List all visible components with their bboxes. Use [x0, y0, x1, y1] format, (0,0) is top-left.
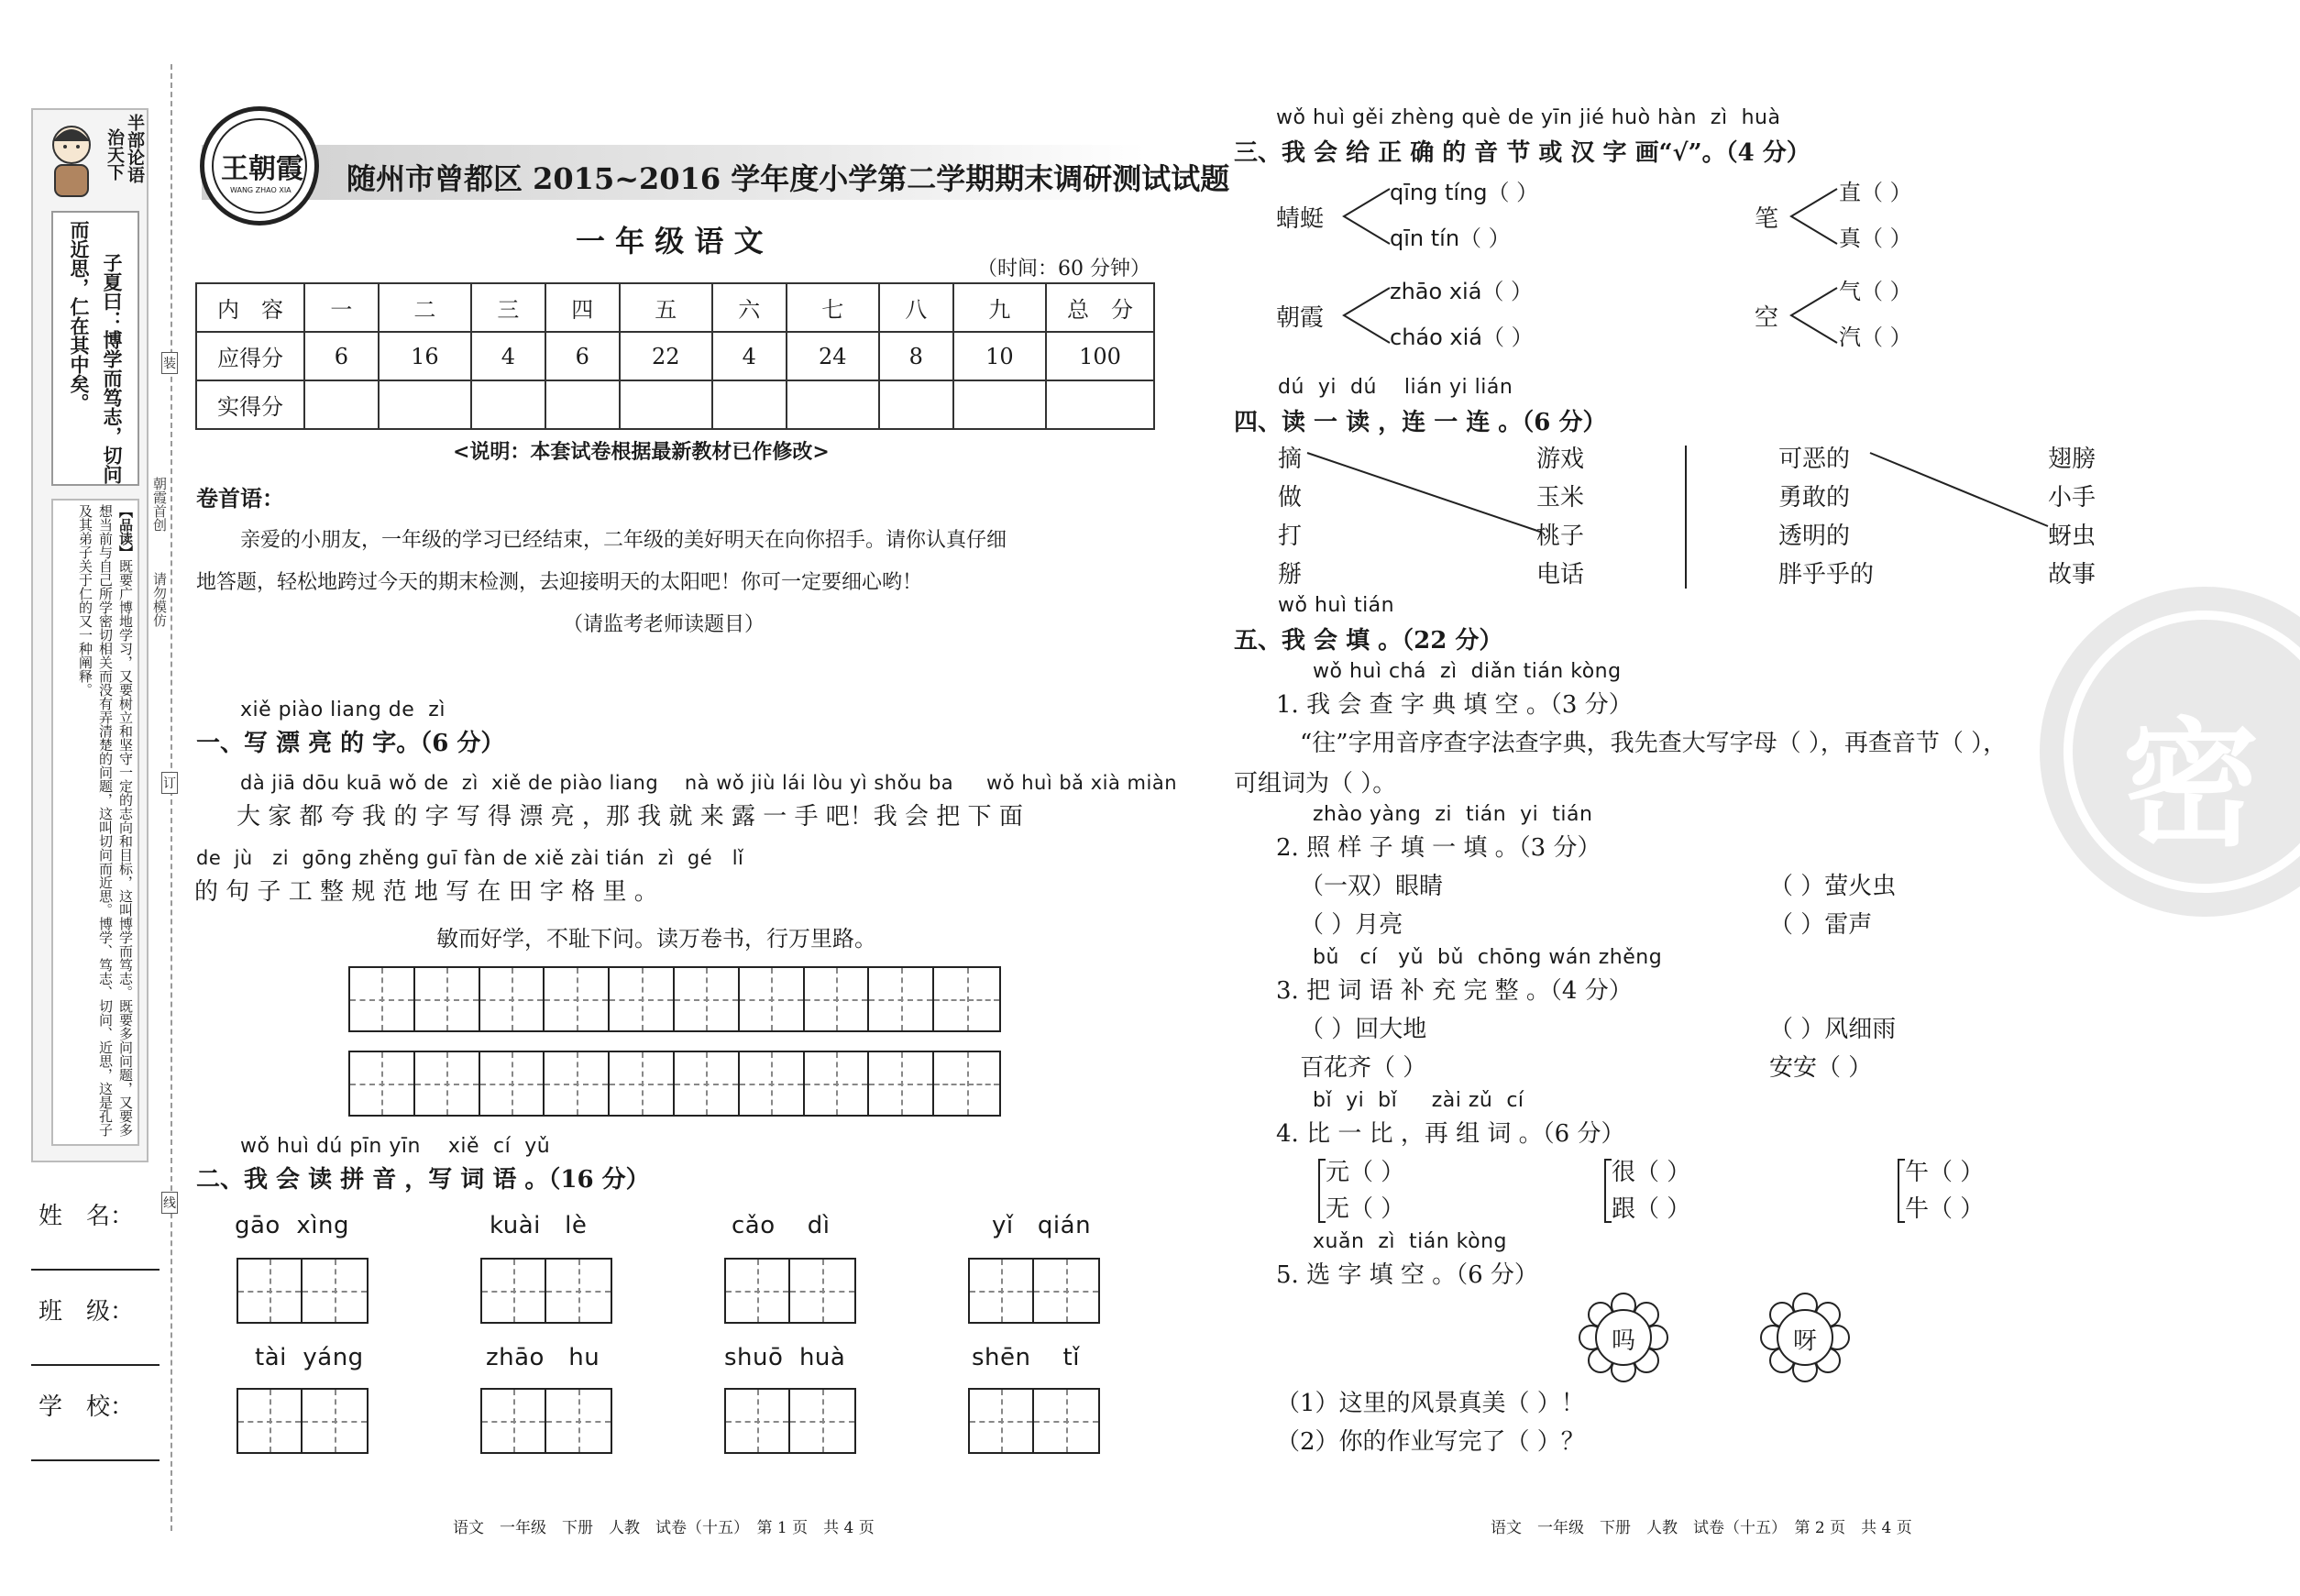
- s3-fork: [1340, 286, 1392, 345]
- s2-item-pinyin: yǐ qián: [992, 1212, 1092, 1239]
- name-field-line[interactable]: [31, 1269, 160, 1271]
- s3-word-kong: 空: [1755, 304, 1779, 332]
- s3-option[interactable]: 直（ ）: [1839, 180, 1912, 205]
- score-input-cell[interactable]: [471, 380, 545, 429]
- s2-item-pinyin: shēn tǐ: [972, 1344, 1080, 1371]
- grid-cell[interactable]: [480, 1052, 545, 1115]
- sidebar-logo-small2: 治天下: [105, 128, 125, 181]
- s5-q3-blank[interactable]: （ ）回大地: [1300, 1016, 1427, 1043]
- s3-fork: [1788, 187, 1839, 246]
- s2-answer-grid[interactable]: [480, 1388, 612, 1454]
- s4-right-adj: 勇敢的: [1778, 484, 1851, 512]
- s2-answer-grid[interactable]: [237, 1388, 369, 1454]
- s5-q2-pinyin: zhào yàng zi tián yi tián: [1313, 803, 1593, 826]
- s5-q1-title: 1. 我 会 查 字 典 填 空 。（3 分）: [1276, 691, 1633, 719]
- s4-right-noun: 蚜虫: [2048, 523, 2096, 550]
- s2-answer-grid[interactable]: [237, 1258, 369, 1324]
- flower-label: 吗: [1612, 1327, 1636, 1355]
- score-input-cell[interactable]: [620, 380, 712, 429]
- s5-q4-pinyin: bǐ yi bǐ zài zǔ cí: [1313, 1089, 1524, 1112]
- brand-logo-text: 王朝霞: [221, 153, 303, 185]
- s4-right-noun: 故事: [2048, 561, 2096, 589]
- s5-q3-blank[interactable]: 安安（ ）: [1769, 1054, 1873, 1082]
- s5-q2-blank[interactable]: （ ）萤火虫: [1769, 873, 1897, 900]
- quote-col1: 子夏曰：博学而笃志，切问: [101, 253, 124, 484]
- grid-cell[interactable]: [740, 1052, 805, 1115]
- flower-option-ma[interactable]: [1579, 1293, 1668, 1382]
- score-input-cell[interactable]: [1046, 380, 1154, 429]
- s2-answer-grid[interactable]: [724, 1258, 856, 1324]
- table-cell: 八: [879, 283, 953, 332]
- score-input-cell[interactable]: [304, 380, 379, 429]
- table-cell: 实得分: [196, 380, 304, 429]
- s1-py1: dà jiā dōu kuā wǒ de zì xiě de piào liang nà wǒ jiù lái lòu yì shǒu ba wǒ huì bǎ xià miàn: [240, 772, 1178, 794]
- table-row: [196, 332, 1154, 380]
- s5-q4-blank[interactable]: 无（ ）: [1326, 1195, 1405, 1223]
- pindu-body: 既要广博地学习，又要树立和坚守一定的志向和目标，这叫博学而笃志。既要多问问题，又要多想当前与自己所学密切相关而没有弄清楚的问题，这叫切问而近思。博学、笃志、切问、近思，这是孔子及其弟子关于仁的又一种阐释。: [77, 504, 134, 1137]
- grid-cell[interactable]: [675, 968, 740, 1030]
- intro-line2: 地答题，轻松地跨过今天的期末检测，去迎接明天的太阳吧！你可一定要细心哟！: [196, 571, 923, 594]
- grid-cell[interactable]: [805, 968, 870, 1030]
- s2-pinyin: wǒ huì dú pīn yīn xiě cí yǔ: [240, 1135, 551, 1158]
- s3-option[interactable]: 气（ ）: [1839, 279, 1912, 304]
- s1-text1: 大 家 都 夸 我 的 字 写 得 漂 亮 ，那 我 就 来 露 一 手 吧！我 会 把 下 面: [237, 803, 1023, 831]
- s3-option[interactable]: cháo xiá（ ）: [1390, 325, 1534, 350]
- s4-left-noun: 玉米: [1536, 484, 1585, 512]
- grid-cell[interactable]: [415, 1052, 480, 1115]
- s5-q4-blank[interactable]: 午（ ）: [1905, 1159, 1985, 1186]
- exam-title: 随州市曾都区 2015~2016 学年度小学第二学期期末调研测试试题: [347, 161, 1230, 196]
- s5-q4-brace: [1898, 1159, 1905, 1223]
- s3-option[interactable]: qīn tín（ ）: [1390, 226, 1511, 251]
- flower-option-ya[interactable]: [1760, 1293, 1850, 1382]
- s3-option[interactable]: 汽（ ）: [1839, 325, 1912, 350]
- table-cell: 五: [620, 283, 712, 332]
- table-cell: 100: [1046, 332, 1154, 380]
- binding-line: [171, 64, 172, 1531]
- copyright-2: 请勿模仿: [151, 572, 168, 627]
- s1-sentence: 敏而好学，不耻下问。读万卷书，行万里路。: [436, 926, 876, 952]
- table-cell: 6: [304, 332, 379, 380]
- exam-subtitle: 一 年 级 语 文: [576, 224, 764, 259]
- school-label: 学 校：: [39, 1393, 135, 1421]
- s1-pinyin: xiě piào liang de zì: [240, 699, 446, 721]
- writing-grid-1[interactable]: [348, 966, 1001, 1032]
- seal-mark-2: 订: [161, 772, 178, 794]
- s4-title: 四、读 一 读 ，连 一 连 。（6 分）: [1234, 409, 1607, 436]
- s2-item-pinyin: gāo xìng: [235, 1212, 349, 1239]
- s3-fork: [1340, 187, 1392, 246]
- table-cell: 6: [545, 332, 620, 380]
- footer-right: 语文 一年级 下册 人教 试卷（十五） 第 2 页 共 4 页: [1491, 1519, 1912, 1537]
- s5-q5-title: 5. 选 字 填 空 。（6 分）: [1276, 1261, 1538, 1289]
- brand-logo: [200, 106, 319, 226]
- grid-cell[interactable]: [545, 968, 610, 1030]
- s4-right-noun: 小手: [2048, 484, 2096, 512]
- grid-cell[interactable]: [610, 968, 675, 1030]
- s4-right-adj: 透明的: [1778, 523, 1851, 550]
- table-cell: 二: [379, 283, 471, 332]
- s2-item-pinyin: kuài lè: [490, 1212, 588, 1239]
- s1-py2: de jù zi gōng zhěng guī fàn de xiě zài tián zì gé lǐ: [196, 847, 744, 869]
- s4-left-verb: 掰: [1278, 561, 1303, 589]
- score-input-cell[interactable]: [953, 380, 1046, 429]
- s4-left-verb: 打: [1278, 523, 1303, 550]
- s4-left-verb: 摘: [1278, 446, 1303, 473]
- s2-item-pinyin: zhāo hu: [486, 1344, 600, 1371]
- s5-q3-pinyin: bǔ cí yǔ bǔ chōng wán zhěng: [1313, 946, 1663, 969]
- s1-title: 一、写 漂 亮 的 字。（6 分）: [196, 730, 505, 757]
- grid-cell[interactable]: [805, 1052, 870, 1115]
- s5-q4-blank[interactable]: 牛（ ）: [1905, 1195, 1985, 1223]
- s3-option[interactable]: zhāo xiá（ ）: [1390, 279, 1534, 304]
- seal-mark-3: 线: [161, 1192, 178, 1214]
- flower-label: 呀: [1793, 1327, 1818, 1355]
- name-label: 姓 名：: [39, 1203, 135, 1230]
- s2-answer-grid[interactable]: [968, 1258, 1100, 1324]
- s5-title: 五、我 会 填 。（22 分）: [1234, 627, 1503, 655]
- grid-cell[interactable]: [480, 968, 545, 1030]
- sidebar-logo-small: 半部论语: [125, 114, 145, 183]
- s3-title: 三、我 会 给 正 确 的 音 节 或 汉 字 画“√”。（4 分）: [1234, 139, 1810, 167]
- s4-left-noun: 桃子: [1536, 523, 1585, 550]
- s3-pinyin: wǒ huì gěi zhèng què de yīn jié huò hàn zì huà: [1276, 106, 1781, 129]
- score-input-cell[interactable]: [545, 380, 620, 429]
- grid-cell[interactable]: [869, 968, 934, 1030]
- sidebar-cartoon: [37, 117, 108, 202]
- table-cell: 一: [304, 283, 379, 332]
- s2-item-pinyin: cǎo dì: [732, 1212, 831, 1239]
- s2-item-pinyin: shuō huà: [724, 1344, 846, 1371]
- grid-cell[interactable]: [350, 1052, 415, 1115]
- table-cell: 8: [879, 332, 953, 380]
- quote-col2: 而近思，仁在其中矣。: [68, 220, 91, 413]
- s3-option[interactable]: qīng tíng（ ）: [1390, 180, 1539, 205]
- table-cell: 22: [620, 332, 712, 380]
- score-input-cell[interactable]: [712, 380, 787, 429]
- s5-q4-blank[interactable]: 很（ ）: [1612, 1159, 1691, 1186]
- grid-cell[interactable]: [350, 968, 415, 1030]
- s5-q2-title: 2. 照 样 子 填 一 填 。（3 分）: [1276, 834, 1601, 862]
- s5-q4-title: 4. 比 一 比 ，再 组 词 。（6 分）: [1276, 1120, 1625, 1148]
- s5-q3-title: 3. 把 词 语 补 充 完 整 。（4 分）: [1276, 977, 1633, 1005]
- grid-cell[interactable]: [869, 1052, 934, 1115]
- s4-pinyin: dú yi dú lián yi lián: [1278, 376, 1513, 399]
- table-cell: 10: [953, 332, 1046, 380]
- score-table: [195, 282, 1155, 430]
- s5-q2-example: （一双）眼睛: [1300, 873, 1444, 900]
- table-cell: 16: [379, 332, 471, 380]
- s1-text2: 的 句 子 工 整 规 范 地 写 在 田 字 格 里 。: [194, 878, 658, 906]
- s5-q5-sentence[interactable]: （1）这里的风景真美（ ）！: [1276, 1390, 1585, 1417]
- grid-cell[interactable]: [934, 1052, 999, 1115]
- s5-q4-brace: [1604, 1159, 1612, 1223]
- s4-divider: [1685, 446, 1687, 589]
- grid-cell[interactable]: [675, 1052, 740, 1115]
- s5-q1-pinyin: wǒ huì chá zì diǎn tián kòng: [1313, 660, 1622, 683]
- table-cell: 七: [787, 283, 879, 332]
- table-cell: 六: [712, 283, 787, 332]
- brand-logo-sub: WANG ZHAO XIA: [230, 186, 292, 194]
- seal-mark-1: 装: [161, 352, 178, 374]
- s5-q5-pinyin: xuǎn zì tián kòng: [1313, 1230, 1508, 1253]
- copyright-1: 朝霞首创: [151, 477, 168, 532]
- exam-time: （时间：60 分钟）: [977, 258, 1150, 281]
- intro-line3: （请监考老师读题目）: [563, 613, 765, 636]
- s2-answer-grid[interactable]: [480, 1258, 612, 1324]
- s4-right-adj: 可恶的: [1778, 446, 1851, 473]
- s5-q2-blank[interactable]: （ ）雷声: [1769, 911, 1873, 939]
- table-row: [196, 380, 1154, 429]
- s5-q4-blank[interactable]: 元（ ）: [1326, 1159, 1405, 1186]
- grid-cell[interactable]: [610, 1052, 675, 1115]
- pindu-label: 【品读】: [117, 504, 134, 559]
- table-cell: 九: [953, 283, 1046, 332]
- grid-cell[interactable]: [740, 968, 805, 1030]
- table-row: [196, 283, 1154, 332]
- table-cell: 24: [787, 332, 879, 380]
- s5-q1-text2: 可组词为（ ）。: [1234, 770, 1397, 798]
- s5-q1-text1: “往”字用音序查字法查字典，我先查大写字母（ ），再查音节（ ），: [1300, 730, 2008, 757]
- writing-grid-2[interactable]: [348, 1051, 1001, 1117]
- s5-q3-blank[interactable]: （ ）风细雨: [1769, 1016, 1897, 1043]
- s3-word-dragonfly: 蜻蜓: [1276, 205, 1325, 233]
- s5-q4-brace: [1318, 1159, 1326, 1223]
- s4-left-noun: 电话: [1536, 561, 1585, 589]
- score-input-cell[interactable]: [379, 380, 471, 429]
- table-cell: 4: [712, 332, 787, 380]
- table-cell: 三: [471, 283, 545, 332]
- s4-left-verb: 做: [1278, 484, 1303, 512]
- confidential-watermark: 密: [2040, 587, 2300, 917]
- class-field-line[interactable]: [31, 1364, 160, 1366]
- s5-q3-blank[interactable]: 百花齐（ ）: [1300, 1054, 1427, 1082]
- s5-q5-sentence[interactable]: （2）你的作业写完了（ ）？: [1276, 1428, 1585, 1456]
- table-cell: 应得分: [196, 332, 304, 380]
- footer-left: 语文 一年级 下册 人教 试卷（十五） 第 1 页 共 4 页: [453, 1519, 875, 1537]
- s3-word-zhaoxia: 朝霞: [1276, 304, 1325, 332]
- table-cell: 4: [471, 332, 545, 380]
- grid-cell[interactable]: [545, 1052, 610, 1115]
- class-label: 班 级：: [39, 1298, 135, 1326]
- s3-fork: [1788, 286, 1839, 345]
- table-cell: 四: [545, 283, 620, 332]
- pindu-text: [55, 504, 136, 1142]
- school-field-line[interactable]: [31, 1459, 160, 1461]
- s5-q4-blank[interactable]: 跟（ ）: [1612, 1195, 1691, 1223]
- s4-match-line[interactable]: [1868, 449, 2052, 532]
- intro-line1: 亲爱的小朋友，一年级的学习已经结束，二年级的美好明天在向你招手。请你认真仔细: [240, 529, 1007, 552]
- s2-title: 二、我 会 读 拼 音 ，写 词 语 。（16 分）: [196, 1166, 650, 1194]
- s5-pinyin: wǒ huì tián: [1278, 594, 1395, 617]
- s4-right-noun: 翅膀: [2048, 446, 2096, 473]
- s2-answer-grid[interactable]: [724, 1388, 856, 1454]
- grid-cell[interactable]: [415, 968, 480, 1030]
- s2-answer-grid[interactable]: [968, 1388, 1100, 1454]
- s4-left-noun: 游戏: [1536, 446, 1585, 473]
- table-cell: 内 容: [196, 283, 304, 332]
- edition-note: <说明：本套试卷根据最新教材已作修改>: [453, 440, 830, 464]
- score-input-cell[interactable]: [879, 380, 953, 429]
- intro-heading: 卷首语：: [196, 485, 284, 512]
- s4-match-line[interactable]: [1305, 449, 1544, 541]
- s3-word-pen: 笔: [1755, 205, 1779, 233]
- s2-item-pinyin: tài yáng: [255, 1344, 364, 1371]
- s3-option[interactable]: 真（ ）: [1839, 226, 1912, 251]
- s5-q2-blank[interactable]: （ ）月亮: [1300, 911, 1403, 939]
- grid-cell[interactable]: [934, 968, 999, 1030]
- s4-right-adj: 胖乎乎的: [1778, 561, 1875, 589]
- table-cell: 总 分: [1046, 283, 1154, 332]
- score-input-cell[interactable]: [787, 380, 879, 429]
